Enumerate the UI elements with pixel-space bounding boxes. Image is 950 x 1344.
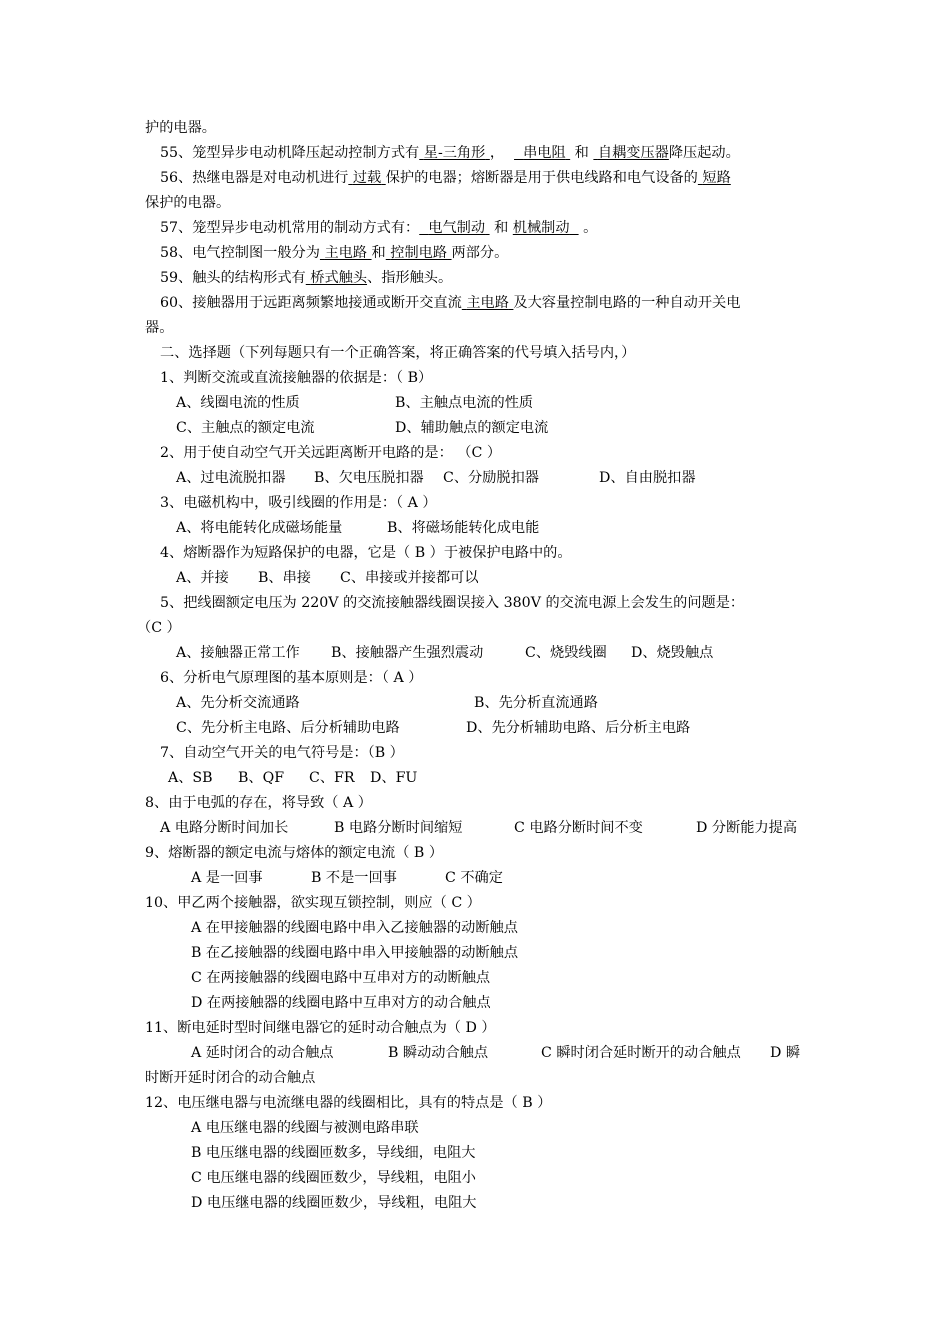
option-b: B、串接 <box>258 570 311 586</box>
q59-blank-1: 桥式触头 <box>310 270 368 286</box>
q55-text: 和 <box>574 145 589 161</box>
q58-blank-1: 主电路 <box>324 245 368 261</box>
option-b: B 电路分断时间缩短 <box>334 820 463 836</box>
option-d: D 分断能力提高 <box>696 820 798 836</box>
section-heading: 二、选择题（下列每题只有一个正确答案，将正确答案的代号填入括号内，） <box>160 345 636 361</box>
q57-text: 。 <box>583 220 598 236</box>
q58-text: 58、电气控制图一般分为 <box>160 245 320 261</box>
q60-text: 及大容量控制电路的一种自动开关电 <box>513 295 741 311</box>
question-stem: 10、甲乙两个接触器，欲实现互锁控制，则应（ C ） <box>145 895 481 911</box>
question-stem: 5、把线圈额定电压为 220V 的交流接触器线圈误接入 380V 的交流电源上会发生的问题是： <box>160 595 745 611</box>
q56-blank-2: 短路 <box>702 170 731 186</box>
question-stem: 9、熔断器的额定电流与熔体的额定电流（ B ） <box>145 845 444 861</box>
option-a: A 电路分断时间加长 <box>160 820 289 836</box>
text-line: 保护的电器。 <box>145 195 231 211</box>
question-stem: 4、熔断器作为短路保护的电器，它是（ B ）于被保护电路中的。 <box>160 545 572 561</box>
option-a: A、接触器正常工作 <box>176 645 300 661</box>
option-b: B、先分析直流通路 <box>474 695 598 711</box>
option-b: B、QF <box>238 770 285 786</box>
q60-text: 60、接触器用于远距离频繁地接通或断开交直流 <box>160 295 462 311</box>
option-b: B、欠电压脱扣器 <box>314 470 424 486</box>
q58-text: 和 <box>371 245 386 261</box>
question-stem: 12、电压继电器与电流继电器的线圈相比，具有的特点是（ B ） <box>145 1095 552 1111</box>
question-stem: 8、由于电弧的存在，将导致（ A ） <box>145 795 372 811</box>
option-a: A、将电能转化成磁场能量 <box>176 520 343 536</box>
option-c: C 电压继电器的线圈匝数少，导线粗，电阻小 <box>191 1170 476 1186</box>
question-stem: 2、用于使自动空气开关远距离断开电路的是： （C ） <box>160 445 502 461</box>
question-55 <box>160 144 740 162</box>
question-56 <box>160 169 731 187</box>
option-a: A 电压继电器的线圈与被测电路串联 <box>191 1120 419 1136</box>
q55-blank-3: 自耦变压器 <box>597 145 669 161</box>
option-c: C、分励脱扣器 <box>443 470 539 486</box>
option-b: B、主触点电流的性质 <box>395 395 534 411</box>
option-b: B、接触器产生强烈震动 <box>331 645 484 661</box>
q57-blank-1: 电气制动 <box>428 220 486 236</box>
option-a: A、并接 <box>176 570 229 586</box>
option-c: C、烧毁线圈 <box>525 645 607 661</box>
q55-text: ， <box>489 145 505 161</box>
option-d-continued: 时断开延时闭合的动合触点 <box>145 1070 316 1086</box>
question-stem: 6、分析电气原理图的基本原则是：（ A ） <box>160 670 423 686</box>
q58-blank-2: 控制电路 <box>390 245 448 261</box>
text-line: 护的电器。 <box>145 120 216 136</box>
option-b: B 瞬动动合触点 <box>388 1045 489 1061</box>
option-a: A 在甲接触器的线圈电路中串入乙接触器的动断触点 <box>191 920 518 936</box>
option-a: A、线圈电流的性质 <box>176 395 300 411</box>
q59-text: 59、触头的结构形式有 <box>160 270 306 286</box>
option-c: C、主触点的额定电流 <box>176 420 315 436</box>
option-c: C 电路分断时间不变 <box>514 820 643 836</box>
option-d: D 电压继电器的线圈匝数少，导线粗，电阻大 <box>191 1195 477 1211</box>
option-a: A 延时闭合的动合触点 <box>191 1045 334 1061</box>
option-d: D、先分析辅助电路、后分析主电路 <box>466 720 691 736</box>
option-c: C、串接或并接都可以 <box>340 570 479 586</box>
question-57 <box>160 219 597 237</box>
option-d: D、自由脱扣器 <box>599 470 696 486</box>
option-b: B 电压继电器的线圈匝数多，导线细，电阻大 <box>191 1145 476 1161</box>
option-b: B、将磁场能转化成电能 <box>387 520 540 536</box>
option-a: A 是一回事 <box>191 870 263 886</box>
q56-text: 保护的电器；熔断器是用于供电线路和电气设备的 <box>385 170 698 186</box>
question-stem: 11、断电延时型时间继电器它的延时动合触点为（ D ） <box>145 1020 496 1036</box>
q55-text: 55、笼型异步电动机降压起动控制方式有 <box>160 145 420 161</box>
q60-blank-1: 主电路 <box>466 295 509 311</box>
q57-text: 和 <box>494 220 509 236</box>
option-a: A、过电流脱扣器 <box>176 470 286 486</box>
question-stem: 1、判断交流或直流接触器的依据是：（ B） <box>160 370 433 386</box>
question-stem: 7、自动空气开关的电气符号是：（B ） <box>160 745 404 761</box>
option-d: D 瞬 <box>770 1045 801 1061</box>
q56-blank-1: 过载 <box>352 170 382 186</box>
option-a: A、SB <box>168 770 213 786</box>
question-58 <box>160 244 508 262</box>
option-d: D、烧毁触点 <box>631 645 714 661</box>
answer-bracket: （C ） <box>137 620 181 636</box>
option-c: C、FR <box>309 770 355 786</box>
option-d: D 在两接触器的线圈电路中互串对方的动合触点 <box>191 995 491 1011</box>
q58-text: 两部分。 <box>451 245 509 261</box>
q55-blank-1: 星-三角形 <box>423 145 486 161</box>
option-d: D、FU <box>370 770 418 786</box>
option-b: B 在乙接触器的线圈电路中串入甲接触器的动断触点 <box>191 945 519 961</box>
q56-text: 56、热继电器是对电动机进行 <box>160 170 349 186</box>
q57-text: 57、笼型异步电动机常用的制动方式有： <box>160 220 420 236</box>
option-c: C 瞬时闭合延时断开的动合触点 <box>541 1045 741 1061</box>
option-b: B 不是一回事 <box>311 870 397 886</box>
question-59 <box>160 269 452 287</box>
option-a: A、先分析交流通路 <box>176 695 300 711</box>
option-c: C 在两接触器的线圈电路中互串对方的动断触点 <box>191 970 491 986</box>
option-d: D、辅助触点的额定电流 <box>395 420 549 436</box>
text-line: 器。 <box>145 320 174 336</box>
q55-text: 降压起动。 <box>668 145 740 161</box>
q55-blank-2: 串电阻 <box>523 145 566 161</box>
option-c: C、先分析主电路、后分析辅助电路 <box>176 720 400 736</box>
question-stem: 3、电磁机构中，吸引线圈的作用是：（ A ） <box>160 495 437 511</box>
q57-blank-2: 机械制动 <box>512 220 570 236</box>
option-c: C 不确定 <box>445 870 503 886</box>
question-60 <box>160 294 740 312</box>
q59-text: 、指形触头。 <box>367 270 453 286</box>
